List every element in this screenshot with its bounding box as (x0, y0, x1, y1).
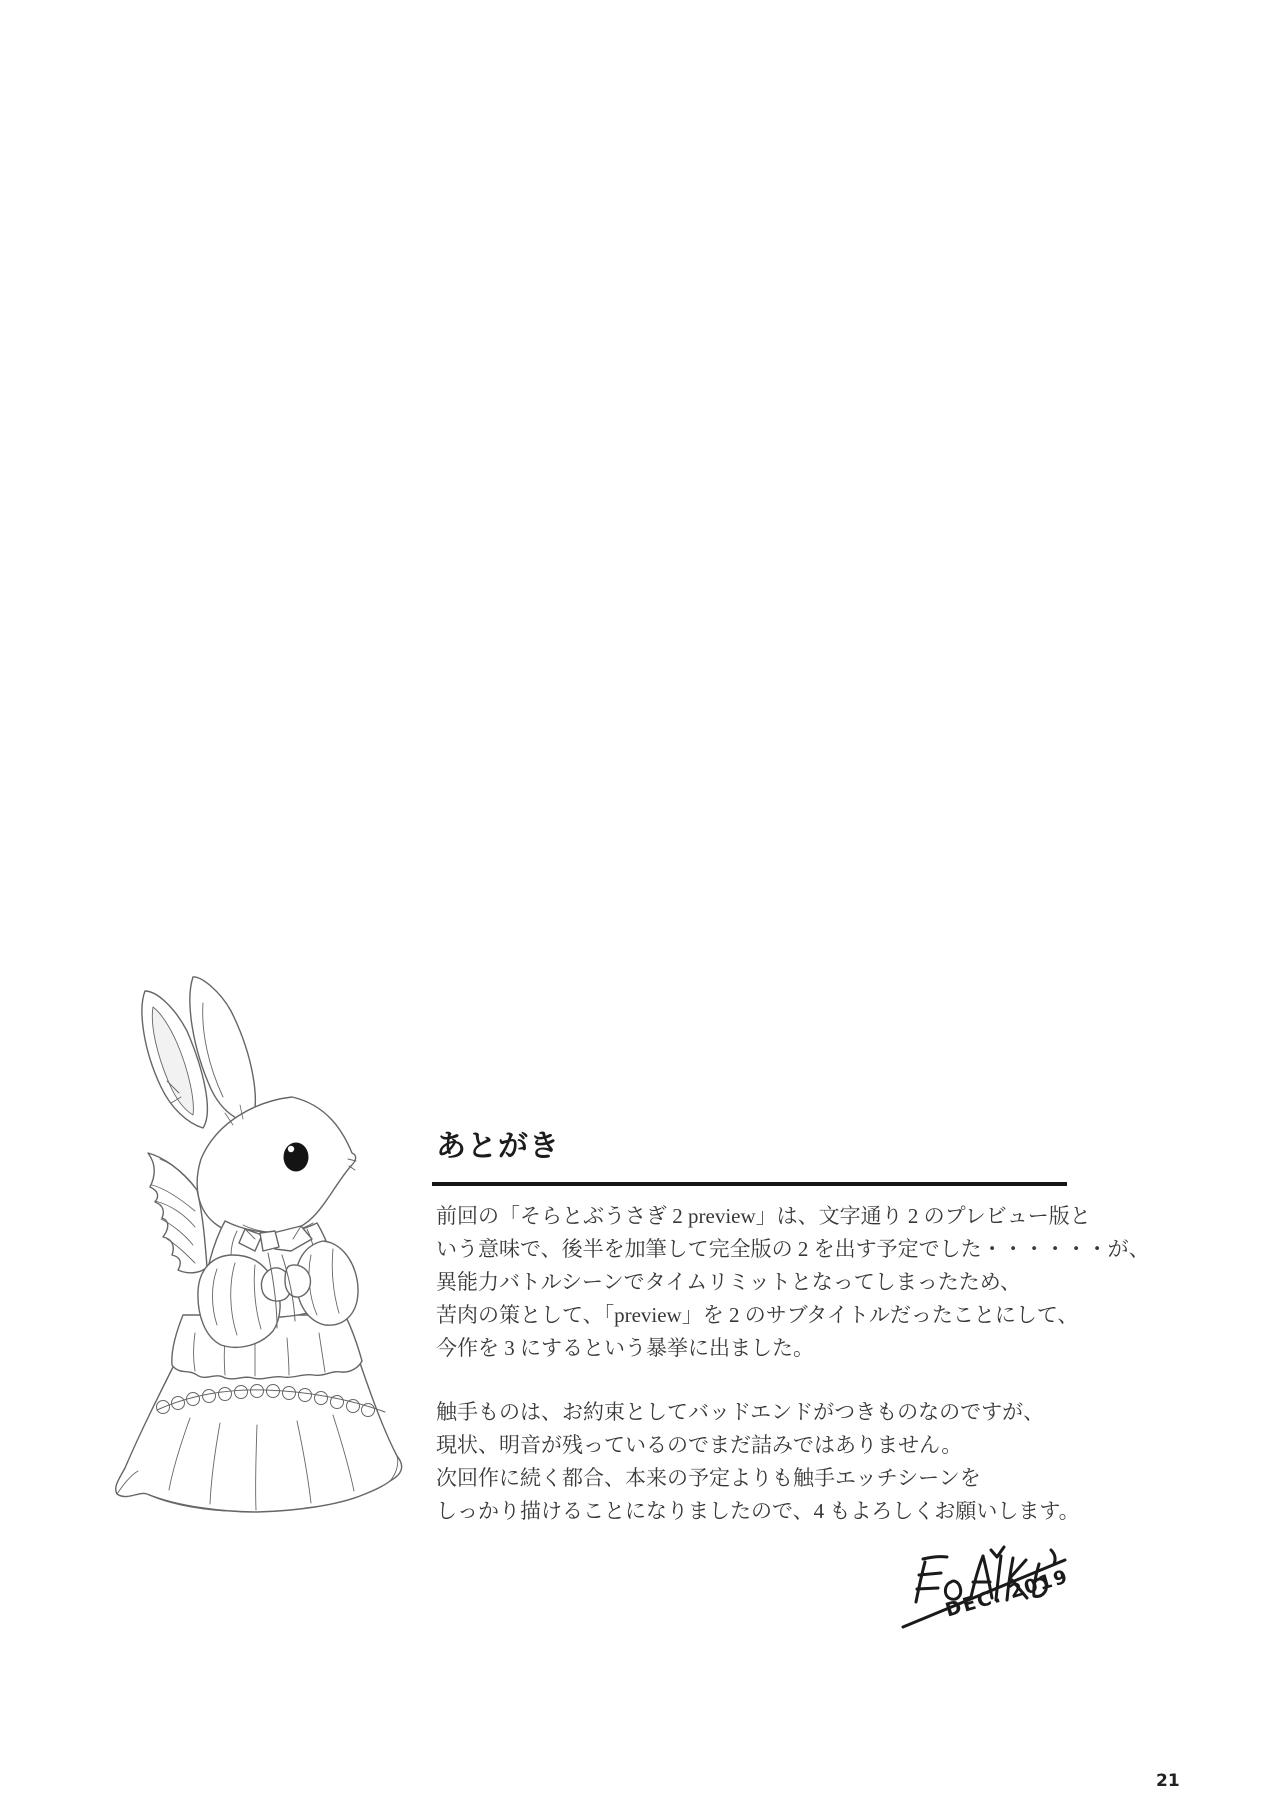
rabbit-paws (261, 1265, 310, 1301)
afterword-line: 前回の「そらとぶうさぎ 2 preview」は、文字通り 2 のプレビュー版と (436, 1204, 1091, 1228)
afterword-line: 苦肉の策として、「preview」を 2 のサブタイトルだったことにして、 (436, 1303, 1079, 1327)
afterword-line: 触手ものは、お約束としてバッドエンドがつきものなのですが、 (436, 1400, 1045, 1424)
afterword-line: 現状、明音が残っているのでまだ詰みではありません。 (436, 1433, 963, 1457)
afterword-line: 今作を 3 にするという暴挙に出ました。 (436, 1336, 814, 1360)
afterword-heading: あとがき (436, 1129, 560, 1164)
rabbit-head (197, 1097, 356, 1238)
rabbit-ears (142, 977, 255, 1128)
afterword-line: しっかり描けることになりましたので、4 もよろしくお願いします。 (436, 1499, 1080, 1523)
afterword-line: 異能力バトルシーンでタイムリミットとなってしまったため、 (436, 1270, 1021, 1294)
dress-skirt (116, 1363, 402, 1512)
rabbit-eye (284, 1143, 309, 1172)
page-number: 21 (1156, 1771, 1180, 1791)
heading-underline (432, 1182, 1067, 1186)
afterword-paragraph-2 (436, 1396, 1080, 1528)
rabbit-illustration (105, 963, 415, 1521)
afterword-paragraph-1 (436, 1200, 1150, 1365)
afterword-line: 次回作に続く都合、本来の予定よりも触手エッチシーンを (436, 1466, 981, 1490)
signature-date: DEC. 2019 (942, 1565, 1072, 1622)
afterword-line: いう意味で、後半を加筆して完全版の 2 を出す予定でした・・・・・・が、 (436, 1237, 1150, 1261)
